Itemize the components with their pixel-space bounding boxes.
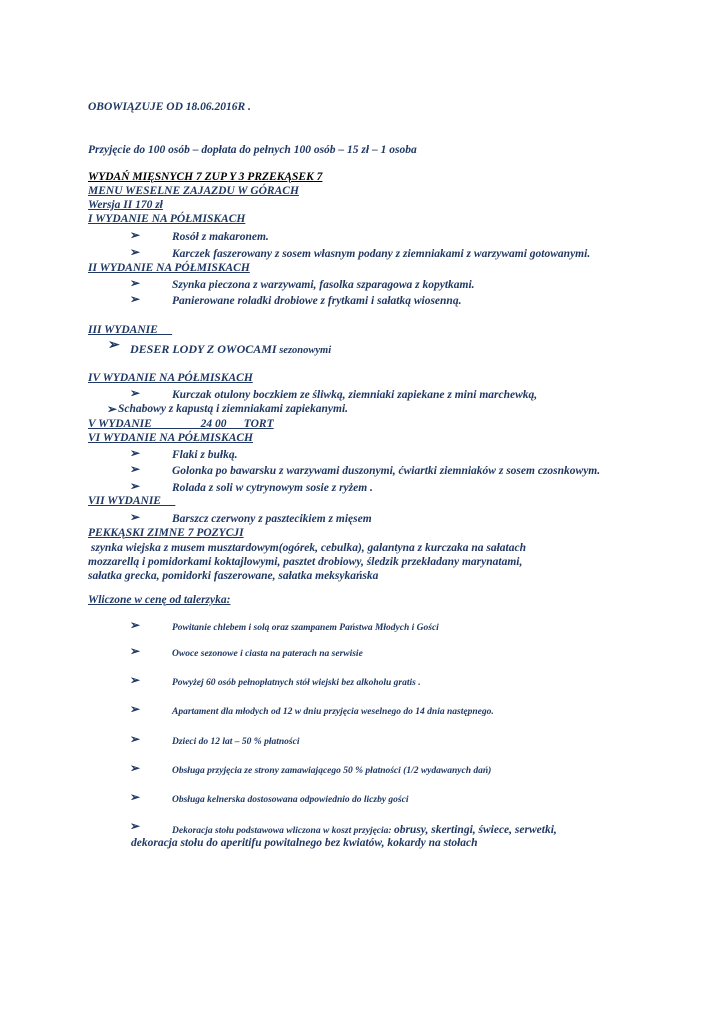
section-1-title: I WYDANIE NA PÓŁMISKACH [88, 213, 246, 225]
cold-appetizers-line: mozzarellą i pomidorkami koktajlowymi, pasztet drobiowy, śledzik przekładany marynatami, [88, 556, 523, 568]
included-item: Powyżej 60 osób pełnopłatnych stół wiejski bez alkoholu gratis . [172, 678, 421, 688]
section-4-title: IV WYDANIE NA PÓŁMISKACH [88, 372, 253, 384]
pricing-note: Przyjęcie do 100 osób – dopłata do pełnych 100 osób – 15 zł – 1 osoba [88, 144, 417, 156]
cold-appetizers-line: szynka wiejska z musem musztardowym(ogórek, cebulka), galantyna z kurczaka na sałatach [88, 542, 526, 554]
section-5-title: V WYDANIE 24 00 TORT [88, 418, 274, 430]
menu-item: Barszcz czerwony z pasztecikiem z mięsem [172, 513, 372, 525]
menu-item: Golonka po bawarsku z warzywami duszonymi, ćwiartki ziemniaków z sosem czosnkowym. [172, 465, 601, 477]
cold-appetizers-line: sałatka grecka, pomidorki faszerowane, sałatka meksykańska [88, 570, 379, 582]
arrow-bullet-icon: ➢ [130, 702, 141, 716]
arrow-bullet-icon: ➢ [130, 245, 141, 259]
arrow-bullet-icon: ➢ [130, 276, 141, 290]
included-item: Apartament dla młodych od 12 w dniu przyjęcia weselnego do 14 dnia następnego. [172, 707, 494, 717]
menu-item: Panierowane roladki drobiowe z frytkami i sałatką wiosenną. [172, 295, 462, 307]
menu-item: Schabowy z kapustą i ziemniakami zapiekanymi. [118, 403, 349, 415]
included-title: Wliczone w cenę od talerzyka: [88, 594, 231, 606]
cold-appetizers-title: PEKKĄSKI ZIMNE 7 POZYCJI [88, 527, 244, 539]
menu-item: Kurczak otulony boczkiem ze śliwką, ziemniaki zapiekane z mini marchewką, [172, 389, 538, 401]
menu-item: Flaki z bułką. [172, 449, 238, 461]
section-6-title: VI WYDANIE NA PÓŁMISKACH [88, 432, 253, 444]
section-7-title: VII WYDANIE [88, 495, 176, 507]
menu-item: Rosół z makaronem. [172, 231, 269, 243]
arrow-bullet-icon: ➢ [130, 673, 141, 687]
effective-date-header: OBOWIĄZUJE OD 18.06.2016R . [88, 101, 251, 113]
section-3-title: III WYDANIE [88, 324, 173, 336]
dish-counts: WYDAŃ MIĘSNYCH 7 ZUP Y 3 PRZEKĄSEK 7 [88, 171, 323, 183]
arrow-bullet-icon: ➢ [130, 644, 141, 658]
arrow-bullet-icon: ➢ [130, 732, 141, 746]
arrow-bullet-icon: ➢ [107, 402, 118, 416]
arrow-bullet-icon: ➢ [130, 819, 141, 833]
menu-item: Rolada z soli w cytrynowym sosie z ryżem . [172, 482, 373, 494]
menu-version: Wersja II 170 zł [88, 199, 163, 211]
arrow-bullet-icon: ➢ [108, 338, 120, 353]
included-item: Owoce sezonowe i ciasta na paterach na serwisie [172, 649, 363, 659]
arrow-bullet-icon: ➢ [130, 292, 141, 306]
decoration-intro: Dekoracja stołu podstawowa wliczona w koszt przyjęcia: [172, 826, 394, 836]
menu-title: MENU WESELNE ZAJAZDU W GÓRACH [88, 185, 299, 197]
arrow-bullet-icon: ➢ [130, 618, 141, 632]
arrow-bullet-icon: ➢ [130, 761, 141, 775]
section-2-title: II WYDANIE NA PÓŁMISKACH [88, 262, 250, 274]
included-item: Powitanie chlebem i solą oraz szampanem Państwa Młodych i Gości [172, 623, 439, 633]
menu-item: Szynka pieczona z warzywami, fasolka szparagowa z kopytkami. [172, 279, 475, 291]
decoration-list: obrusy, skertingi, świece, serwetki, [393, 824, 557, 836]
dessert-name: DESER LODY Z OWOCAMI [130, 342, 277, 356]
dessert-item [130, 342, 331, 358]
menu-item: Karczek faszerowany z sosem własnym podany z ziemniakami z warzywami gotowanymi. [172, 248, 591, 260]
arrow-bullet-icon: ➢ [130, 479, 141, 493]
arrow-bullet-icon: ➢ [130, 386, 141, 400]
decoration-item-line-2: dekoracja stołu do aperitifu powitalnego bez kwiatów, kokardy na stołach [131, 837, 478, 849]
arrow-bullet-icon: ➢ [130, 228, 141, 242]
arrow-bullet-icon: ➢ [130, 462, 141, 476]
arrow-bullet-icon: ➢ [130, 510, 141, 524]
included-item: Obsługa kelnerska dostosowana odpowiednio do liczby gości [172, 795, 409, 805]
arrow-bullet-icon: ➢ [130, 790, 141, 804]
dessert-detail: sezonowymi [276, 345, 332, 356]
arrow-bullet-icon: ➢ [130, 446, 141, 460]
included-item: Obsługa przyjęcia ze strony zamawiającego 50 % płatności (1/2 wydawanych dań) [172, 766, 492, 776]
included-item: Dzieci do 12 lat – 50 % płatności [172, 737, 300, 747]
